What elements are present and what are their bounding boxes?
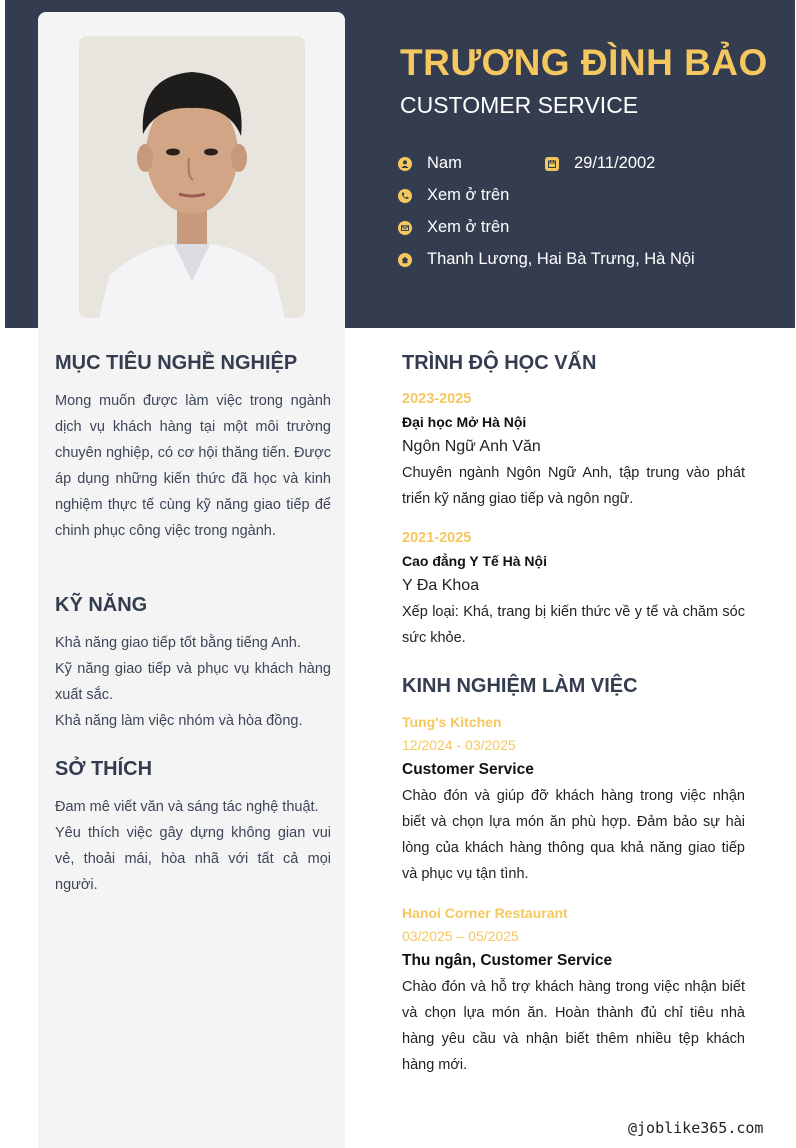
education-years: 2023-2025 (402, 391, 472, 407)
experience-period: 12/2024 - 03/2025 (402, 737, 516, 753)
birthday-value: 29/11/2002 (574, 154, 656, 172)
profile-photo (79, 36, 305, 318)
education-years: 2021-2025 (402, 530, 472, 546)
skill-item: Khả năng giao tiếp tốt bằng tiếng Anh. (55, 635, 301, 651)
hobby-item: Đam mê viết văn và sáng tác nghệ thuật. (55, 799, 319, 815)
envelope-icon (398, 221, 412, 235)
email-value: Xem ở trên (427, 218, 510, 236)
gender-value: Nam (427, 154, 462, 172)
home-icon (398, 253, 412, 267)
watermark-text: @joblike365.com (628, 1119, 764, 1137)
education-heading: TRÌNH ĐỘ HỌC VẤN (402, 352, 597, 374)
education-desc: Chuyên ngành Ngôn Ngữ Anh, tập trung vào phát triển kỹ năng giao tiếp và ngôn ngữ. (402, 465, 745, 507)
experience-period: 03/2025 – 05/2025 (402, 928, 519, 944)
skill-item: Khả năng làm việc nhóm và hòa đồng. (55, 713, 303, 729)
education-major: Y Đa Khoa (402, 577, 480, 594)
objective-text: Mong muốn được làm việc trong ngành dịch vụ khách hàng tại một môi trường chuyên nghiệp, có cơ hội thăng tiến. Được áp dụng những kiến thức đã học và kinh nghiệm thực tế cùng kỹ năng giao tiếp để chinh phục công việc trong ngành. (55, 393, 331, 539)
contact-email (398, 218, 509, 237)
education-desc: Xếp loại: Khá, trang bị kiến thức về y tế và chăm sóc sức khỏe. (402, 604, 745, 646)
objective-heading: MỤC TIÊU NGHỀ NGHIỆP (55, 352, 298, 374)
experience-role: Customer Service (402, 761, 534, 778)
experience-desc: Chào đón và giúp đỡ khách hàng trong việc nhận biết và chọn lựa món ăn phù hợp. Đảm bảo sự hài lòng của khách hàng thông qua khả năng giao tiếp và phục vụ tận tình. (402, 788, 745, 882)
education-school: Đại học Mở Hà Nội (402, 414, 527, 430)
contact-phone (398, 186, 509, 205)
skills-heading: KỸ NĂNG (55, 594, 148, 616)
experience-role: Thu ngân, Customer Service (402, 952, 613, 969)
phone-value: Xem ở trên (427, 186, 510, 204)
candidate-name: TRƯƠNG ĐÌNH BẢO (400, 42, 768, 83)
experience-company: Hanoi Corner Restaurant (402, 905, 568, 921)
contact-birthday (545, 154, 655, 173)
experience-desc: Chào đón và hỗ trợ khách hàng trong việc nhận biết và chọn lựa món ăn. Hoàn thành đủ chỉ tiêu nhà hàng yêu cầu và nhận biết thêm nhiều tệp khách hàng mới. (402, 979, 745, 1073)
education-major: Ngôn Ngữ Anh Văn (402, 438, 541, 455)
address-value: Thanh Lương, Hai Bà Trưng, Hà Nội (427, 250, 695, 268)
phone-icon (398, 189, 412, 203)
hobby-item: Yêu thích việc gây dựng không gian vui vẻ, thoải mái, hòa nhã với tất cả mọi người. (55, 825, 331, 893)
calendar-icon (545, 157, 559, 171)
education-school: Cao đẳng Y Tế Hà Nội (402, 553, 547, 569)
contact-gender (398, 154, 462, 173)
contact-address (398, 250, 695, 269)
skill-item: Kỹ năng giao tiếp và phục vụ khách hàng xuất sắc. (55, 661, 331, 703)
experience-company: Tung's Kitchen (402, 714, 502, 730)
user-icon (398, 157, 412, 171)
experience-heading: KINH NGHIỆM LÀM VIỆC (402, 675, 638, 697)
hobbies-heading: SỞ THÍCH (55, 758, 153, 780)
job-title: CUSTOMER SERVICE (400, 92, 639, 118)
